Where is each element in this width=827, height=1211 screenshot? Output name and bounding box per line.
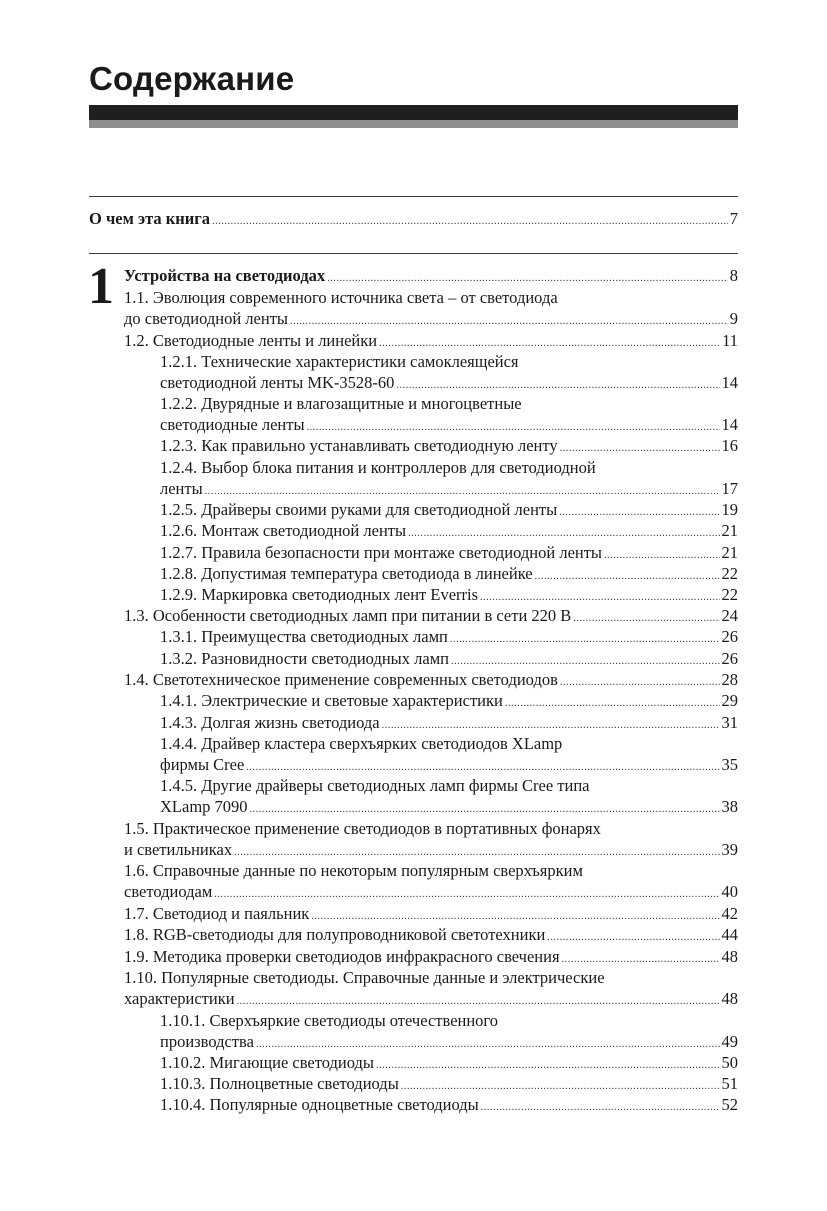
dot-leader <box>212 211 728 232</box>
toc-entry-text: 1.3.2. Разновидности светодиодных ламп <box>160 649 449 668</box>
toc-entry-text: 1.10. Популярные светодиоды. Справочные данные и электрические <box>124 968 605 987</box>
toc-entry-text: светодиодные ленты <box>160 415 305 434</box>
toc-entry-text: 1.4.4. Драйвер кластера сверхъярких светодиодов XLamp <box>160 734 563 753</box>
toc-entry <box>160 435 738 456</box>
toc-entry-text: 1.2.3. Как правильно устанавливать светодиодную ленту <box>160 436 558 455</box>
toc-entry-text: 1.10.3. Полноцветные светодиоды <box>160 1074 399 1093</box>
toc-entry-text: 1.4.1. Электрические и световые характеристики <box>160 691 503 710</box>
title-bar-grey <box>89 120 738 128</box>
page-number: 22 <box>721 585 738 604</box>
toc-entry <box>160 520 738 541</box>
toc-entry <box>160 563 738 584</box>
dot-leader <box>290 311 728 332</box>
dot-leader <box>237 991 720 1012</box>
toc-entry-text: О чем эта книга <box>89 209 211 228</box>
toc-entry <box>160 690 738 711</box>
dot-leader <box>408 523 719 544</box>
toc-entry-text: 1.7. Светодиод и паяльник <box>124 904 310 923</box>
page-title: Содержание <box>89 60 295 97</box>
toc-entry-text: 1.4. Светотехническое применение современных светодиодов <box>124 670 558 689</box>
toc-entry-text: 1.3. Особенности светодиодных ламп при питании в сети 220 В <box>124 606 572 625</box>
toc-entry <box>124 265 738 286</box>
page-number: 21 <box>721 521 738 540</box>
toc-entry <box>160 1073 738 1094</box>
page-number: 26 <box>721 649 738 668</box>
toc-entry-text: 1.5. Практическое применение светодиодов в портативных фонарях <box>124 819 601 838</box>
page-number: 22 <box>721 564 738 583</box>
toc-entry-text: 1.10.4. Популярные одноцветные светодиоды <box>160 1095 479 1114</box>
toc-entry <box>124 330 738 351</box>
dot-leader <box>547 927 719 948</box>
toc-entry <box>124 287 738 329</box>
page-number: 44 <box>721 925 738 944</box>
page-number: 16 <box>721 436 738 455</box>
toc-entry-text: 1.2. Светодиодные ленты и линейки <box>124 331 378 350</box>
page-number: 9 <box>729 309 738 328</box>
toc-entry-text: 1.1. Эволюция современного источника света – от светодиода <box>124 288 558 307</box>
page-number: 42 <box>721 904 738 923</box>
toc-entry <box>124 946 738 967</box>
toc-entry <box>124 967 738 1009</box>
dot-leader <box>214 884 719 905</box>
toc-entry <box>160 775 738 817</box>
toc-entry-text: 1.10.1. Сверхъяркие светодиоды отечественного <box>160 1011 499 1030</box>
page-number: 38 <box>721 797 738 816</box>
page-number: 51 <box>721 1074 738 1093</box>
dot-leader <box>505 693 720 714</box>
toc-entry-text: и светильниках <box>124 840 233 859</box>
toc-entry <box>160 351 738 393</box>
toc-entry-text: 1.8. RGB-светодиоды для полупроводниковой светотехники <box>124 925 546 944</box>
toc-entry <box>160 542 738 563</box>
page-number: 52 <box>721 1095 738 1114</box>
toc-entry <box>160 499 738 520</box>
page-number: 40 <box>721 882 738 901</box>
page-number: 7 <box>729 209 738 228</box>
page-number: 19 <box>721 500 738 519</box>
toc-entry-text: XLamp 7090 <box>160 797 248 816</box>
toc-entry <box>160 1010 738 1052</box>
page-number: 29 <box>721 691 738 710</box>
toc-entry-text: 1.2.4. Выбор блока питания и контроллеров для светодиодной <box>160 458 596 477</box>
toc-entry-text: Устройства на светодиодах <box>124 266 326 285</box>
divider-chapter <box>89 253 738 254</box>
page-number: 17 <box>721 479 738 498</box>
toc-entry <box>160 626 738 647</box>
page-number: 14 <box>721 373 738 392</box>
page-number: 21 <box>721 543 738 562</box>
page-number: 14 <box>721 415 738 434</box>
toc-entry-text: 1.4.3. Долгая жизнь светодиода <box>160 713 380 732</box>
toc-entry-text: 1.2.8. Допустимая температура светодиода в линейке <box>160 564 533 583</box>
page-number: 50 <box>721 1053 738 1072</box>
divider-top <box>89 196 738 197</box>
dot-leader <box>560 438 720 459</box>
page-number: 48 <box>721 989 738 1008</box>
toc-entry-text: 1.2.9. Маркировка светодиодных лент Everris <box>160 585 479 604</box>
toc-entry <box>124 903 738 924</box>
toc-entry <box>124 605 738 626</box>
toc-entry-text: 1.6. Справочные данные по некоторым популярным сверхъярким <box>124 861 583 880</box>
toc-entry <box>160 457 738 499</box>
dot-leader <box>481 1097 720 1118</box>
toc-entry <box>89 208 738 229</box>
toc-entry <box>160 712 738 733</box>
dot-leader <box>327 268 728 289</box>
toc-entry <box>160 393 738 435</box>
toc-entry-text: светодиодной ленты MK-3528-60 <box>160 373 395 392</box>
page-number: 35 <box>721 755 738 774</box>
toc-entry-text: 1.10.2. Мигающие светодиоды <box>160 1053 374 1072</box>
toc-entry-text: 1.2.5. Драйверы своими руками для светодиодной ленты <box>160 500 558 519</box>
toc-entry-text: 1.9. Методика проверки светодиодов инфракрасного свечения <box>124 947 560 966</box>
toc-entry <box>124 818 738 860</box>
toc-entry-text: 1.2.2. Двурядные и влагозащитные и многоцветные <box>160 394 522 413</box>
toc-entry-text: 1.3.1. Преимущества светодиодных ламп <box>160 627 448 646</box>
toc-entry <box>124 669 738 690</box>
toc-entry-text: 1.2.6. Монтаж светодиодной ленты <box>160 521 407 540</box>
toc-entry-text: фирмы Cree <box>160 755 245 774</box>
toc-entry-text: 1.4.5. Другие драйверы светодиодных ламп фирмы Cree типа <box>160 776 590 795</box>
toc-entry-text: ленты <box>160 479 203 498</box>
chapter-number: 1 <box>88 258 114 315</box>
page-number: 49 <box>721 1032 738 1051</box>
page-number: 48 <box>721 947 738 966</box>
page-number: 11 <box>722 331 738 350</box>
toc-entry <box>160 1052 738 1073</box>
dot-leader <box>450 629 720 650</box>
toc-entry-text: характеристики <box>124 989 235 1008</box>
page-number: 24 <box>721 606 738 625</box>
toc-entry <box>160 1094 738 1115</box>
toc-entry-text: 1.2.1. Технические характеристики самоклеящейся <box>160 352 519 371</box>
toc-entry <box>160 648 738 669</box>
page-number: 26 <box>721 627 738 646</box>
toc-entry-text: светодиодам <box>124 882 213 901</box>
title-bar-dark <box>89 105 738 120</box>
toc-entry-text: 1.2.7. Правила безопасности при монтаже светодиодной ленты <box>160 543 603 562</box>
dot-leader <box>250 799 720 820</box>
page-number: 8 <box>729 266 738 285</box>
page-number: 39 <box>721 840 738 859</box>
page-number: 28 <box>721 670 738 689</box>
toc-entry <box>160 733 738 775</box>
toc-entry-text: производства <box>160 1032 254 1051</box>
toc-entry <box>124 924 738 945</box>
toc-entry-text: до светодиодной ленты <box>124 309 288 328</box>
toc-entry <box>160 584 738 605</box>
toc-entry <box>124 860 738 902</box>
page-number: 31 <box>721 713 738 732</box>
